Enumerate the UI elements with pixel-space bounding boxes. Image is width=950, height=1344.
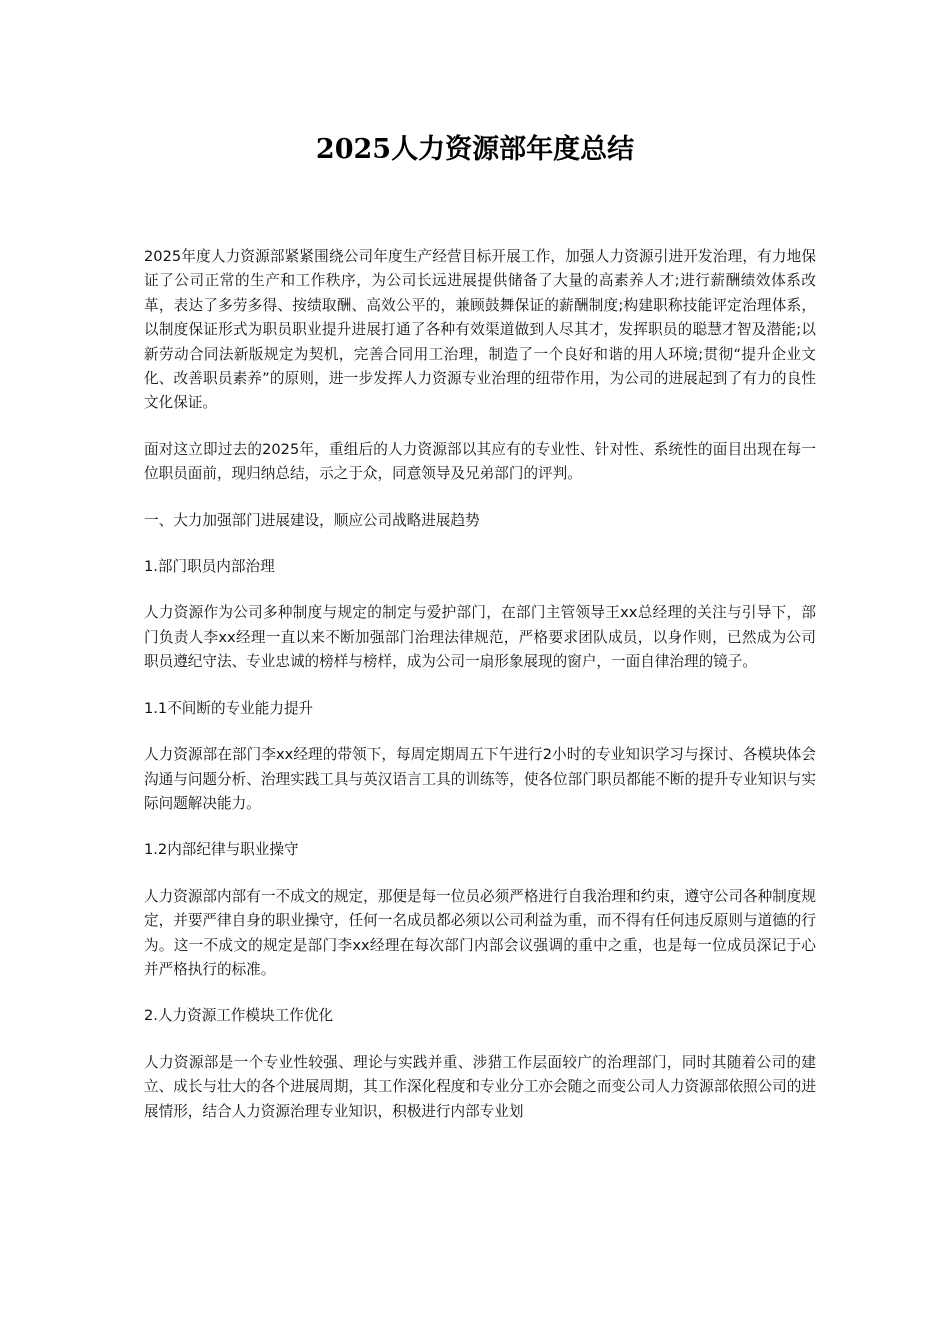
paragraph-intro: 2025年度人力资源部紧紧围绕公司年度生产经营目标开展工作，加强人力资源引进开发治理，有力地保证了公司正常的生产和工作秩序，为公司长远进展提供储备了大量的高素养人才;进行薪酬绩效体系改革，表达了多劳多得、按绩取酬、高效公平的，兼顾鼓舞保证的薪酬制度;构建职称技能评定治理体系，以制度保证形式为职员职业提升进展打通了各种有效渠道做到人尽其才，发挥职员的聪慧才智及潜能;以新劳动合同法新版规定为契机，完善合同用工治理，制造了一个良好和谐的用人环境;贯彻“提升企业文化、改善职员素养”的原则，进一步发挥人力资源专业治理的纽带作用，为公司的进展起到了有力的良性文化保证。 xyxy=(144,248,816,412)
paragraph-discipline: 人力资源部内部有一不成文的规定，那便是每一位员必须严格进行自我治理和约束，遵守公司各种制度规定，并要严律自身的职业操守，任何一名成员都必须以公司利益为重，而不得有任何违反原则与道德的行为。这一不成文的规定是部门李xx经理在每次部门内部会议强调的重中之重，也是每一位成员深记于心并严格执行的标准。 xyxy=(144,887,816,978)
subsection-heading-2: 2.人力资源工作模块工作优化 xyxy=(144,1007,334,1025)
paragraph-overview: 面对这立即过去的2025年，重组后的人力资源部以其应有的专业性、针对性、系统性的面目出现在每一位职员面前，现归纳总结，示之于众，同意领导及兄弟部门的评判。 xyxy=(144,440,816,483)
paragraph-optimization: 人力资源部是一个专业性较强、理论与实践并重、涉猎工作层面较广的治理部门，同时其随着公司的建立、成长与壮大的各个进展周期，其工作深化程度和专业分工亦会随之而变公司人力资源部依照公司的进展情形，结合人力资源治理专业知识，积极进行内部专业划 xyxy=(144,1053,816,1120)
document-body xyxy=(144,245,816,1146)
section-heading-1: 一、大力加强部门进展建设，顺应公司战略进展趋势 xyxy=(144,511,480,529)
subsection-heading-1-2: 1.2内部纪律与职业操守 xyxy=(144,841,299,859)
subsection-heading-1: 1.部门职员内部治理 xyxy=(144,558,275,576)
subsection-heading-1-1: 1.1不间断的专业能力提升 xyxy=(144,699,314,717)
document-title: 2025人力资源部年度总结 xyxy=(315,134,635,165)
paragraph-internal-management: 人力资源作为公司多种制度与规定的制定与爱护部门，在部门主管领导王xx总经理的关注与引导下，部门负责人李xx经理一直以来不断加强部门治理法律规范，严格要求团队成员，以身作则，已然成为公司职员遵纪守法、专业忠诚的榜样与榜样，成为公司一扇形象展现的窗户，一面自律治理的镜子。 xyxy=(144,604,816,671)
paragraph-capability: 人力资源部在部门李xx经理的带领下，每周定期周五下午进行2小时的专业知识学习与探讨、各模块体会沟通与问题分析、治理实践工具与英汉语言工具的训练等，使各位部门职员都能不断的提升专业知识与实际问题解决能力。 xyxy=(144,746,816,812)
